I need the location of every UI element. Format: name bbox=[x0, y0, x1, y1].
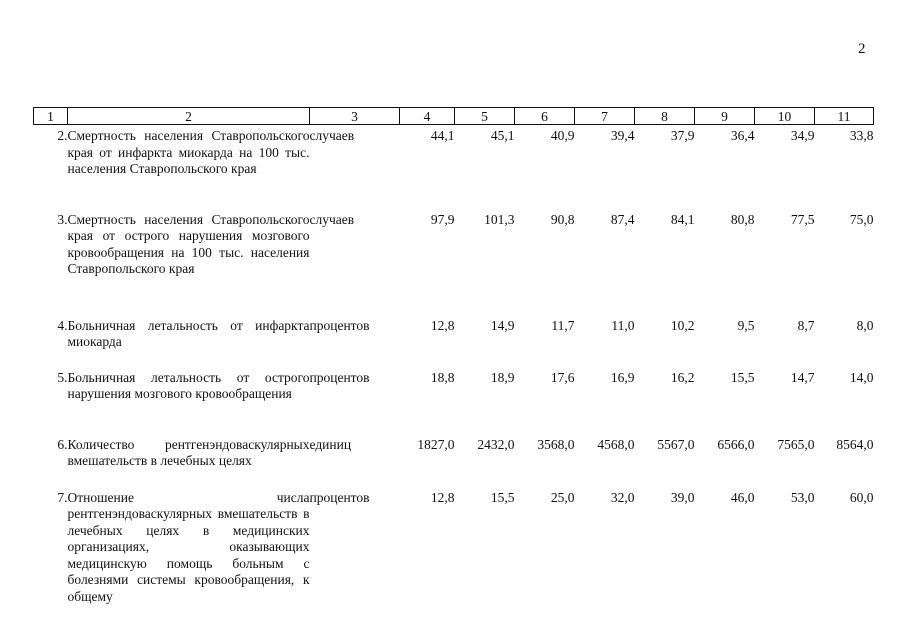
value-cell: 2432,0 bbox=[477, 436, 515, 452]
value-cell: 101,3 bbox=[484, 211, 515, 227]
column-header: 5 bbox=[455, 108, 515, 125]
indicator-name: Больничная летальность от инфаркта миокарда bbox=[67, 317, 310, 349]
value-cell: 18,9 bbox=[490, 369, 515, 385]
indicator-name: Больничная летальность от острого нарушения мозгового кровообращения bbox=[67, 369, 310, 401]
column-header: 6 bbox=[515, 108, 575, 125]
value-cell: 36,4 bbox=[730, 128, 755, 143]
value-cell: 16,2 bbox=[670, 369, 695, 385]
row-number: 2. bbox=[57, 128, 68, 143]
row-number: 6. bbox=[57, 436, 68, 452]
column-header: 4 bbox=[400, 108, 455, 125]
column-header: 7 bbox=[575, 108, 635, 125]
value-cell: 8,0 bbox=[856, 317, 874, 333]
table-row bbox=[34, 315, 874, 367]
value-cell: 87,4 bbox=[610, 211, 635, 227]
value-cell: 10,2 bbox=[670, 317, 695, 333]
indicator-name: Отношение числа рентгенэндоваскулярных вмешательств в лечебных целях в медицинских организациях, оказывающих медицинскую помощь больным с болезнями системы кровообращения, к общему bbox=[67, 489, 310, 604]
value-cell: 9,5 bbox=[737, 317, 755, 333]
value-cell: 17,6 bbox=[550, 369, 575, 385]
value-cell: 90,8 bbox=[550, 211, 575, 227]
value-cell: 39,0 bbox=[670, 489, 695, 505]
value-cell: 37,9 bbox=[670, 128, 695, 143]
value-cell: 25,0 bbox=[550, 489, 575, 505]
unit-cell: процентов bbox=[309, 317, 370, 333]
table-row bbox=[34, 367, 874, 434]
column-header: 8 bbox=[635, 108, 695, 125]
column-header: 2 bbox=[68, 108, 310, 125]
value-cell: 1827,0 bbox=[417, 436, 455, 452]
unit-cell: процентов bbox=[309, 369, 370, 385]
value-cell: 84,1 bbox=[670, 211, 695, 227]
value-cell: 40,9 bbox=[550, 128, 575, 143]
value-cell: 46,0 bbox=[730, 489, 755, 505]
table-header-row bbox=[34, 108, 874, 125]
value-cell: 14,7 bbox=[790, 369, 815, 385]
row-number: 7. bbox=[57, 489, 68, 505]
table-row bbox=[34, 125, 874, 209]
unit-cell: случаев bbox=[309, 211, 355, 227]
indicator-name: Смертность населения Ставропольского края от острого нарушения мозгового кровообращения на 100 тыс. населения Ставропольского края bbox=[67, 211, 310, 276]
table-row bbox=[34, 209, 874, 315]
value-cell: 77,5 bbox=[790, 211, 815, 227]
value-cell: 6566,0 bbox=[717, 436, 755, 452]
column-header: 10 bbox=[755, 108, 815, 125]
value-cell: 5567,0 bbox=[657, 436, 695, 452]
row-number: 5. bbox=[57, 369, 68, 385]
value-cell: 60,0 bbox=[849, 489, 874, 505]
value-cell: 75,0 bbox=[849, 211, 874, 227]
value-cell: 53,0 bbox=[790, 489, 815, 505]
value-cell: 34,9 bbox=[790, 128, 815, 143]
value-cell: 8,7 bbox=[797, 317, 815, 333]
column-header: 9 bbox=[695, 108, 755, 125]
value-cell: 97,9 bbox=[430, 211, 455, 227]
value-cell: 15,5 bbox=[490, 489, 515, 505]
value-cell: 44,1 bbox=[430, 128, 455, 143]
row-number: 4. bbox=[57, 317, 68, 333]
indicator-name: Количество рентгенэндоваскулярных вмешательств в лечебных целях bbox=[67, 436, 310, 468]
value-cell: 12,8 bbox=[430, 489, 455, 505]
column-header: 11 bbox=[815, 108, 874, 125]
table-row bbox=[34, 434, 874, 487]
value-cell: 80,8 bbox=[730, 211, 755, 227]
value-cell: 11,0 bbox=[611, 317, 635, 333]
page-number: 2 bbox=[858, 41, 866, 57]
column-header: 3 bbox=[310, 108, 400, 125]
column-header: 1 bbox=[34, 108, 68, 125]
value-cell: 45,1 bbox=[490, 128, 515, 143]
value-cell: 39,4 bbox=[610, 128, 635, 143]
unit-cell: единиц bbox=[309, 436, 352, 452]
value-cell: 4568,0 bbox=[597, 436, 635, 452]
row-number: 3. bbox=[57, 211, 68, 227]
value-cell: 16,9 bbox=[610, 369, 635, 385]
unit-cell: процентов bbox=[309, 489, 370, 505]
indicators-table bbox=[33, 107, 874, 605]
value-cell: 14,9 bbox=[490, 317, 515, 333]
value-cell: 33,8 bbox=[849, 128, 874, 143]
unit-cell: случаев bbox=[309, 128, 355, 143]
value-cell: 15,5 bbox=[730, 369, 755, 385]
value-cell: 14,0 bbox=[849, 369, 874, 385]
value-cell: 3568,0 bbox=[537, 436, 575, 452]
value-cell: 11,7 bbox=[551, 317, 575, 333]
value-cell: 7565,0 bbox=[777, 436, 815, 452]
value-cell: 12,8 bbox=[430, 317, 455, 333]
value-cell: 8564,0 bbox=[836, 436, 874, 452]
value-cell: 18,8 bbox=[430, 369, 455, 385]
indicator-name: Смертность населения Ставропольского края от инфаркта миокарда на 100 тыс. населения Ставропольского края bbox=[67, 128, 310, 176]
table-row bbox=[34, 487, 874, 606]
value-cell: 32,0 bbox=[610, 489, 635, 505]
